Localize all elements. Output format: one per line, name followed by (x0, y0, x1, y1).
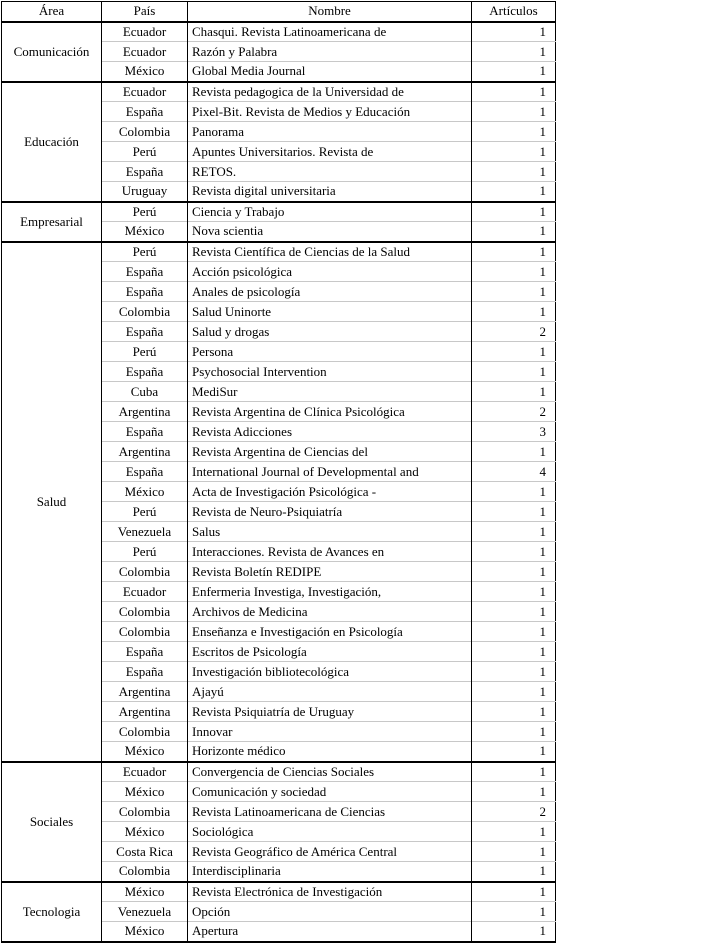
articulos-cell: 2 (472, 802, 556, 822)
pais-cell: Colombia (102, 302, 188, 322)
pais-cell: Venezuela (102, 902, 188, 922)
pais-cell: Colombia (102, 802, 188, 822)
pais-cell: Colombia (102, 122, 188, 142)
nombre-cell: Revista Electrónica de Investigación (188, 882, 472, 902)
pais-cell: Ecuador (102, 762, 188, 782)
header-nombre: Nombre (188, 2, 472, 22)
articulos-cell: 1 (472, 222, 556, 242)
nombre-cell: Revista Boletín REDIPE (188, 562, 472, 582)
articulos-cell: 1 (472, 642, 556, 662)
articulos-cell: 1 (472, 922, 556, 942)
table-row (2, 22, 556, 42)
pais-cell: Venezuela (102, 522, 188, 542)
pais-cell: Colombia (102, 622, 188, 642)
pais-cell: Argentina (102, 702, 188, 722)
pais-cell: España (102, 662, 188, 682)
pais-cell: Perú (102, 142, 188, 162)
nombre-cell: MediSur (188, 382, 472, 402)
pais-cell: España (102, 362, 188, 382)
nombre-cell: International Journal of Developmental and (188, 462, 472, 482)
nombre-cell: Nova scientia (188, 222, 472, 242)
articulos-cell: 1 (472, 822, 556, 842)
articulos-cell: 1 (472, 702, 556, 722)
articulos-cell: 1 (472, 62, 556, 82)
articulos-cell: 1 (472, 282, 556, 302)
pais-cell: Ecuador (102, 582, 188, 602)
nombre-cell: Psychosocial Intervention (188, 362, 472, 382)
articulos-cell: 1 (472, 242, 556, 262)
nombre-cell: Acción psicológica (188, 262, 472, 282)
nombre-cell: Revista Psiquiatría de Uruguay (188, 702, 472, 722)
articulos-cell: 1 (472, 722, 556, 742)
articulos-cell: 1 (472, 842, 556, 862)
nombre-cell: Revista Adicciones (188, 422, 472, 442)
articulos-cell: 1 (472, 22, 556, 42)
pais-cell: México (102, 922, 188, 942)
table-row (2, 762, 556, 782)
nombre-cell: Ajayú (188, 682, 472, 702)
articulos-cell: 1 (472, 622, 556, 642)
articulos-cell: 1 (472, 742, 556, 762)
nombre-cell: Opción (188, 902, 472, 922)
pais-cell: Perú (102, 502, 188, 522)
nombre-cell: Persona (188, 342, 472, 362)
pais-cell: Colombia (102, 602, 188, 622)
nombre-cell: Revista Científica de Ciencias de la Salud (188, 242, 472, 262)
area-cell: Sociales (2, 762, 102, 882)
area-cell: Educación (2, 82, 102, 202)
articulos-cell: 1 (472, 662, 556, 682)
nombre-cell: Investigación bibliotecológica (188, 662, 472, 682)
pais-cell: Perú (102, 342, 188, 362)
articulos-cell: 1 (472, 82, 556, 102)
nombre-cell: Revista de Neuro-Psiquiatría (188, 502, 472, 522)
pais-cell: España (102, 282, 188, 302)
pais-cell: España (102, 462, 188, 482)
nombre-cell: Convergencia de Ciencias Sociales (188, 762, 472, 782)
articulos-cell: 1 (472, 522, 556, 542)
nombre-cell: Salus (188, 522, 472, 542)
pais-cell: Colombia (102, 722, 188, 742)
pais-cell: España (102, 422, 188, 442)
journals-by-area-table (1, 1, 556, 943)
articulos-cell: 4 (472, 462, 556, 482)
nombre-cell: Apertura (188, 922, 472, 942)
nombre-cell: Innovar (188, 722, 472, 742)
pais-cell: Costa Rica (102, 842, 188, 862)
articulos-cell: 1 (472, 682, 556, 702)
nombre-cell: Salud y drogas (188, 322, 472, 342)
nombre-cell: Interdisciplinaria (188, 862, 472, 882)
articulos-cell: 1 (472, 42, 556, 62)
pais-cell: Perú (102, 542, 188, 562)
pais-cell: México (102, 62, 188, 82)
nombre-cell: Salud Uninorte (188, 302, 472, 322)
nombre-cell: Comunicación y sociedad (188, 782, 472, 802)
nombre-cell: Ciencia y Trabajo (188, 202, 472, 222)
nombre-cell: Enfermeria Investiga, Investigación, (188, 582, 472, 602)
articulos-cell: 1 (472, 602, 556, 622)
pais-cell: Perú (102, 202, 188, 222)
pais-cell: España (102, 102, 188, 122)
articulos-cell: 1 (472, 342, 556, 362)
articulos-cell: 1 (472, 482, 556, 502)
articulos-cell: 1 (472, 442, 556, 462)
articulos-cell: 1 (472, 582, 556, 602)
pais-cell: España (102, 162, 188, 182)
nombre-cell: Acta de Investigación Psicológica - (188, 482, 472, 502)
pais-cell: Cuba (102, 382, 188, 402)
pais-cell: Ecuador (102, 22, 188, 42)
area-cell: Empresarial (2, 202, 102, 242)
nombre-cell: Revista digital universitaria (188, 182, 472, 202)
pais-cell: Colombia (102, 862, 188, 882)
nombre-cell: Enseñanza e Investigación en Psicología (188, 622, 472, 642)
table-row (2, 242, 556, 262)
articulos-cell: 1 (472, 762, 556, 782)
pais-cell: Ecuador (102, 82, 188, 102)
nombre-cell: Horizonte médico (188, 742, 472, 762)
nombre-cell: Archivos de Medicina (188, 602, 472, 622)
table-body (2, 22, 556, 942)
nombre-cell: Revista Argentina de Ciencias del (188, 442, 472, 462)
pais-cell: México (102, 742, 188, 762)
articulos-cell: 3 (472, 422, 556, 442)
pais-cell: México (102, 222, 188, 242)
nombre-cell: Interacciones. Revista de Avances en (188, 542, 472, 562)
nombre-cell: Anales de psicología (188, 282, 472, 302)
area-cell: Tecnologia (2, 882, 102, 942)
articulos-cell: 1 (472, 302, 556, 322)
articulos-cell: 1 (472, 162, 556, 182)
nombre-cell: Razón y Palabra (188, 42, 472, 62)
articulos-cell: 1 (472, 182, 556, 202)
nombre-cell: Pixel-Bit. Revista de Medios y Educación (188, 102, 472, 122)
nombre-cell: Escritos de Psicología (188, 642, 472, 662)
table-row (2, 82, 556, 102)
articulos-cell: 1 (472, 382, 556, 402)
pais-cell: Perú (102, 242, 188, 262)
articulos-cell: 2 (472, 402, 556, 422)
nombre-cell: Revista Argentina de Clínica Psicológica (188, 402, 472, 422)
pais-cell: España (102, 262, 188, 282)
table-header (2, 2, 556, 22)
header-pais: País (102, 2, 188, 22)
table-row (2, 882, 556, 902)
nombre-cell: Global Media Journal (188, 62, 472, 82)
nombre-cell: Chasqui. Revista Latinoamericana de (188, 22, 472, 42)
articulos-cell: 1 (472, 122, 556, 142)
pais-cell: España (102, 322, 188, 342)
area-cell: Salud (2, 242, 102, 762)
pais-cell: Uruguay (102, 182, 188, 202)
articulos-cell: 1 (472, 862, 556, 882)
header-articulos: Artículos (472, 2, 556, 22)
pais-cell: Argentina (102, 442, 188, 462)
articulos-cell: 1 (472, 362, 556, 382)
pais-cell: Ecuador (102, 42, 188, 62)
pais-cell: España (102, 642, 188, 662)
nombre-cell: Panorama (188, 122, 472, 142)
articulos-cell: 1 (472, 262, 556, 282)
articulos-cell: 1 (472, 142, 556, 162)
nombre-cell: Revista pedagogica de la Universidad de (188, 82, 472, 102)
header-area: Área (2, 2, 102, 22)
pais-cell: México (102, 782, 188, 802)
header-row (2, 2, 556, 22)
area-cell: Comunicación (2, 22, 102, 82)
pais-cell: México (102, 822, 188, 842)
articulos-cell: 1 (472, 502, 556, 522)
pais-cell: Argentina (102, 682, 188, 702)
pais-cell: Colombia (102, 562, 188, 582)
articulos-cell: 1 (472, 782, 556, 802)
articulos-cell: 1 (472, 882, 556, 902)
nombre-cell: Apuntes Universitarios. Revista de (188, 142, 472, 162)
articulos-cell: 1 (472, 542, 556, 562)
articulos-cell: 1 (472, 902, 556, 922)
nombre-cell: Revista Geográfico de América Central (188, 842, 472, 862)
nombre-cell: Sociológica (188, 822, 472, 842)
pais-cell: México (102, 482, 188, 502)
articulos-cell: 1 (472, 202, 556, 222)
table-row (2, 202, 556, 222)
articulos-cell: 2 (472, 322, 556, 342)
articulos-cell: 1 (472, 102, 556, 122)
articulos-cell: 1 (472, 562, 556, 582)
nombre-cell: Revista Latinoamericana de Ciencias (188, 802, 472, 822)
pais-cell: Argentina (102, 402, 188, 422)
pais-cell: México (102, 882, 188, 902)
nombre-cell: RETOS. (188, 162, 472, 182)
